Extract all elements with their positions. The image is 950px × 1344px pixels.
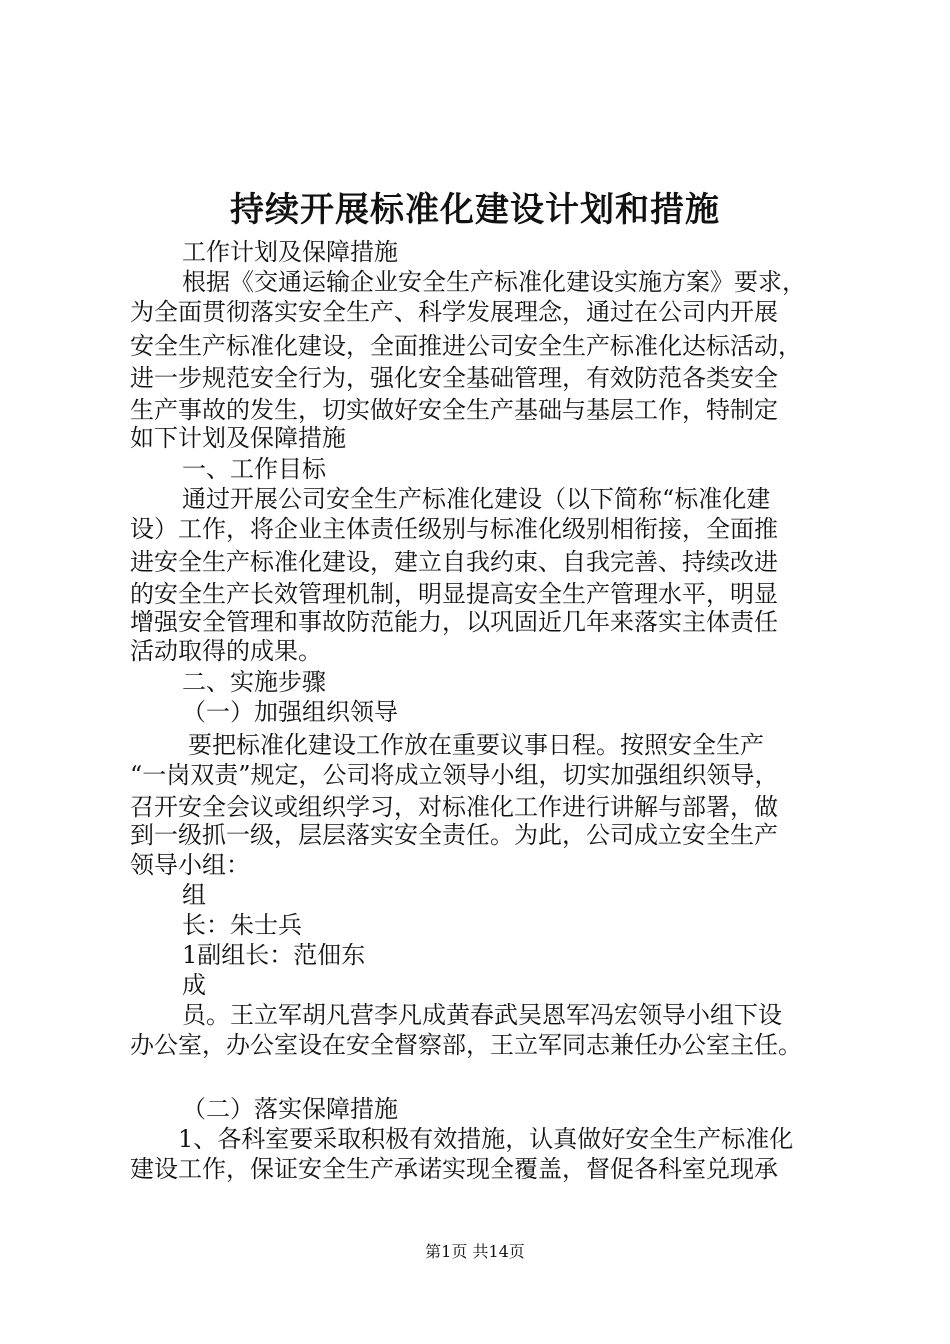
paragraph-line: 长：朱士兵 xyxy=(182,911,302,939)
paragraph-line: 如下计划及保障措施 xyxy=(130,424,346,452)
paragraph-line: 办公室，办公室设在安全督察部，王立军同志兼任办公室主任。 xyxy=(130,1031,802,1059)
paragraph-line: 安全生产标准化建设，全面推进公司安全生产标准化达标活动， xyxy=(130,332,802,360)
paragraph-line: 进一步规范安全行为，强化安全基础管理，有效防范各类安全 xyxy=(130,364,778,392)
paragraph-line: 要把标准化建设工作放在重要议事日程。按照安全生产 xyxy=(188,731,764,759)
paragraph-line: 建设工作，保证安全生产承诺实现全覆盖，督促各科室兑现承 xyxy=(130,1155,778,1183)
paragraph-line: 成 xyxy=(182,971,206,999)
paragraph-line: 生产事故的发生，切实做好安全生产基础与基层工作，特制定 xyxy=(130,396,778,424)
paragraph-line: 员。王立军胡凡营李凡成黄春武吴恩军冯宏领导小组下设 xyxy=(182,1001,782,1029)
paragraph-line: 活动取得的成果。 xyxy=(130,637,322,665)
section-heading: 一、工作目标 xyxy=(182,455,326,483)
paragraph-line: 召开安全会议或组织学习，对标准化工作进行讲解与部署，做 xyxy=(130,793,778,821)
paragraph-line: 到一级抓一级，层层落实安全责任。为此，公司成立安全生产 xyxy=(130,821,778,849)
paragraph-line: “一岗双责”规定，公司将成立领导小组，切实加强组织领导， xyxy=(130,761,779,789)
paragraph-line: 领导小组： xyxy=(130,851,250,879)
subsection-heading: （一）加强组织领导 xyxy=(182,698,398,726)
section-heading: 工作计划及保障措施 xyxy=(182,238,398,266)
paragraph-line: 进安全生产标准化建设，建立自我约束、自我完善、持续改进 xyxy=(130,548,778,576)
paragraph-line: 设）工作，将企业主体责任级别与标准化级别相衔接，全面推 xyxy=(130,515,778,543)
paragraph-line: 通过开展公司安全生产标准化建设（以下简称“标准化建 xyxy=(182,485,771,513)
paragraph-line: 组 xyxy=(182,881,206,909)
paragraph-line: 根据《交通运输企业安全生产标准化建设实施方案》要求， xyxy=(182,268,806,296)
paragraph-line: 增强安全管理和事故防范能力，以巩固近几年来落实主体责任 xyxy=(130,608,778,636)
paragraph-line: 1副组长：范佃东 xyxy=(182,941,366,969)
paragraph-line: 1、各科室要采取积极有效措施，认真做好安全生产标准化 xyxy=(178,1125,794,1153)
page-number: 第1页 共14页 xyxy=(425,1242,525,1261)
paragraph-line: 为全面贯彻落实安全生产、科学发展理念，通过在公司内开展 xyxy=(130,298,778,326)
document-title: 持续开展标准化建设计划和措施 xyxy=(230,190,720,230)
section-heading: 二、实施步骤 xyxy=(182,668,326,696)
paragraph-line: 的安全生产长效管理机制，明显提高安全生产管理水平，明显 xyxy=(130,580,778,608)
subsection-heading: （二）落实保障措施 xyxy=(182,1095,398,1123)
